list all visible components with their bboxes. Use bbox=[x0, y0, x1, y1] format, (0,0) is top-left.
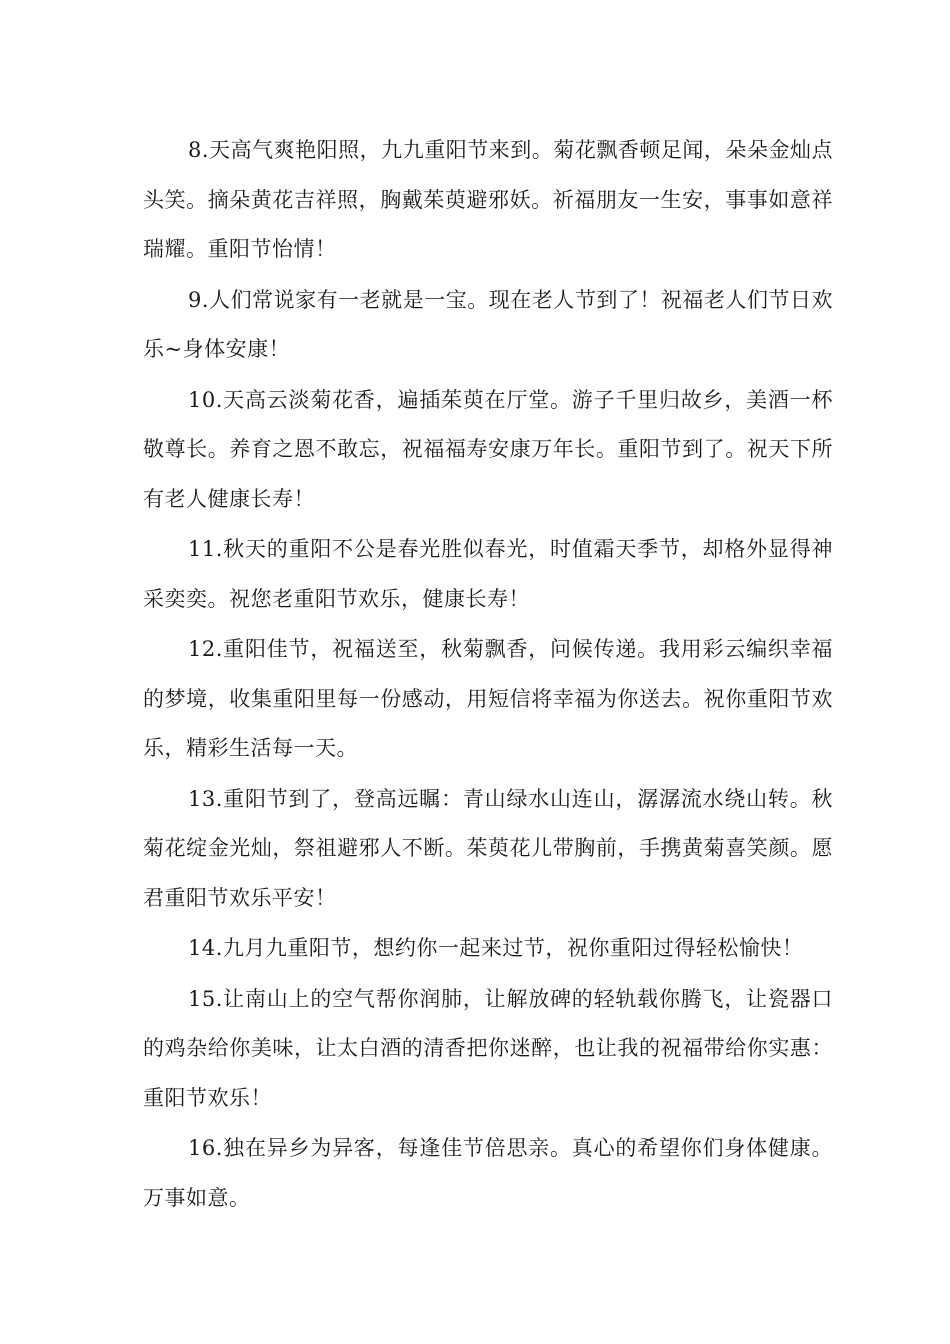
paragraph-16: 16.独在异乡为异客，每逢佳节倍思亲。真心的希望你们身体健康。万事如意。 bbox=[143, 1136, 833, 1210]
paragraph-12: 12.重阳佳节，祝福送至，秋菊飘香，问候传递。我用彩云编织幸福的梦境，收集重阳里每一份感动，用短信将幸福为你送去。祝你重阳节欢乐，精彩生活每一天。 bbox=[143, 637, 833, 760]
document-body bbox=[143, 126, 833, 1224]
paragraph-14: 14.九月九重阳节，想约你一起来过节，祝你重阳过得轻松愉快！ bbox=[188, 936, 804, 960]
paragraph-9: 9.人们常说家有一老就是一宝。现在老人节到了！祝福老人们节日欢乐~身体安康！ bbox=[143, 287, 833, 361]
paragraph-10: 10.天高云淡菊花香，遍插茱萸在厅堂。游子千里归故乡，美酒一杯敬尊长。养育之恩不敢忘，祝福福寿安康万年长。重阳节到了。祝天下所有老人健康长寿！ bbox=[143, 387, 833, 511]
paragraph-8: 8.天高气爽艳阳照，九九重阳节来到。菊花飘香顿足闻，朵朵金灿点头笑。摘朵黄花吉祥照，胸戴茱萸避邪妖。祈福朋友一生安，事事如意祥瑞耀。重阳节怡情！ bbox=[143, 138, 833, 261]
paragraph-13: 13.重阳节到了，登高远瞩：青山绿水山连山，潺潺流水绕山转。秋菊花绽金光灿，祭祖避邪人不断。茱萸花儿带胸前，手携黄菊喜笑颜。愿君重阳节欢乐平安！ bbox=[143, 786, 833, 910]
paragraph-11: 11.秋天的重阳不公是春光胜似春光，时值霜天季节，却格外显得神采奕奕。祝您老重阳节欢乐，健康长寿！ bbox=[143, 537, 833, 611]
paragraph-15: 15.让南山上的空气帮你润肺，让解放碑的轻轨载你腾飞，让瓷器口的鸡杂给你美味，让太白酒的清香把你迷醉，也让我的祝福带给你实惠：重阳节欢乐！ bbox=[143, 986, 833, 1110]
